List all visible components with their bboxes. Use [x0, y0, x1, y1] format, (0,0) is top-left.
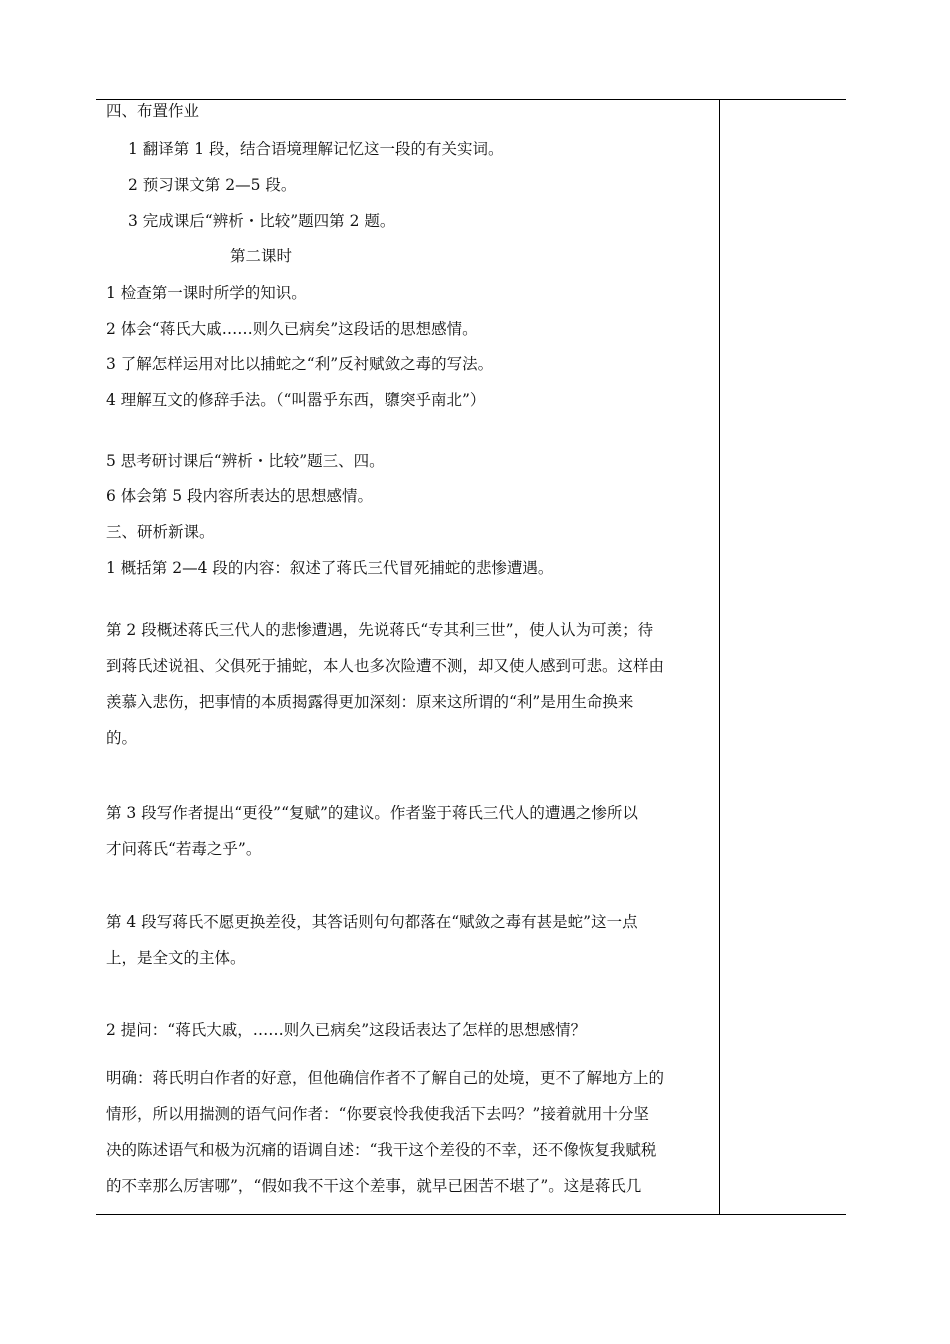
- paragraph-line: 第 4 段写蒋氏不愿更换差役，其答话则句句都落在“赋敛之毒有甚是蛇”这一点: [106, 913, 638, 931]
- analysis-summary: 1 概括第 2—4 段的内容：叙述了蒋氏三代冒死捕蛇的悲惨遭遇。: [106, 559, 554, 577]
- homework-heading: 四、布置作业: [106, 102, 200, 120]
- answer-paragraph: [106, 1068, 706, 1196]
- lesson-goal-4: 4 理解互文的修辞手法。（“叫嚣乎东西，隳突乎南北”）: [106, 391, 486, 409]
- homework-item-2: 2 预习课文第 2—5 段。: [128, 176, 297, 194]
- lesson-goal-2: 2 体会“蒋氏大戚……则久已病矣”这段话的思想感情。: [106, 320, 478, 338]
- paragraph-line: 才问蒋氏“若毒之乎”。: [106, 840, 262, 858]
- paragraph-line: 羡慕入悲伤，把事情的本质揭露得更加深刻：原来这所谓的“利”是用生命换来: [106, 693, 634, 711]
- homework-item-1: 1 翻译第 1 段，结合语境理解记忆这一段的有关实词。: [128, 140, 504, 158]
- lesson-goal-6: 6 体会第 5 段内容所表达的思想感情。: [106, 487, 374, 505]
- paragraph-line: 第 3 段写作者提出“更役”“复赋”的建议。作者鉴于蒋氏三代人的遭遇之惨所以: [106, 804, 638, 822]
- paragraph-line: 到蒋氏述说祖、父俱死于捕蛇，本人也多次险遭不测，却又使人感到可悲。这样由: [106, 657, 665, 675]
- paragraph-4-analysis: [106, 912, 706, 968]
- lesson-goal-3: 3 了解怎样运用对比以捕蛇之“利”反衬赋敛之毒的写法。: [106, 355, 494, 373]
- paragraph-line: 上，是全文的主体。: [106, 949, 246, 967]
- lesson-plan-table: [96, 99, 846, 1215]
- lesson-goal-5: 5 思考研讨课后“辨析・比较”题三、四。: [106, 452, 385, 470]
- paragraph-2-analysis: [106, 620, 706, 748]
- table-bottom-border: [96, 1214, 846, 1215]
- paragraph-line: 明确：蒋氏明白作者的好意，但他确信作者不了解自己的处境，更不了解地方上的: [106, 1069, 665, 1087]
- lesson-title: 第二课时: [230, 247, 293, 265]
- paragraph-3-analysis: [106, 803, 706, 859]
- paragraph-line: 的不幸那么厉害哪”，“假如我不干这个差事，就早已困苦不堪了”。这是蒋氏几: [106, 1177, 642, 1195]
- notes-column: [720, 100, 846, 1214]
- analysis-question: 2 提问：“蒋氏大戚，……则久已病矣”这段话表达了怎样的思想感情？: [106, 1021, 587, 1039]
- paragraph-line: 决的陈述语气和极为沉痛的语调自述：“我干这个差役的不幸，还不像恢复我赋税: [106, 1141, 657, 1159]
- lesson-goal-1: 1 检查第一课时所学的知识。: [106, 284, 307, 302]
- analysis-heading: 三、研析新课。: [106, 523, 215, 541]
- homework-item-3: 3 完成课后“辨析・比较”题四第 2 题。: [128, 212, 396, 230]
- paragraph-line: 的。: [106, 729, 138, 747]
- paragraph-line: 第 2 段概述蒋氏三代人的悲惨遭遇，先说蒋氏“专其利三世”，使人认为可羡；待: [106, 621, 654, 639]
- paragraph-line: 情形，所以用揣测的语气问作者：“你要哀怜我使我活下去吗？”接着就用十分坚: [106, 1105, 649, 1123]
